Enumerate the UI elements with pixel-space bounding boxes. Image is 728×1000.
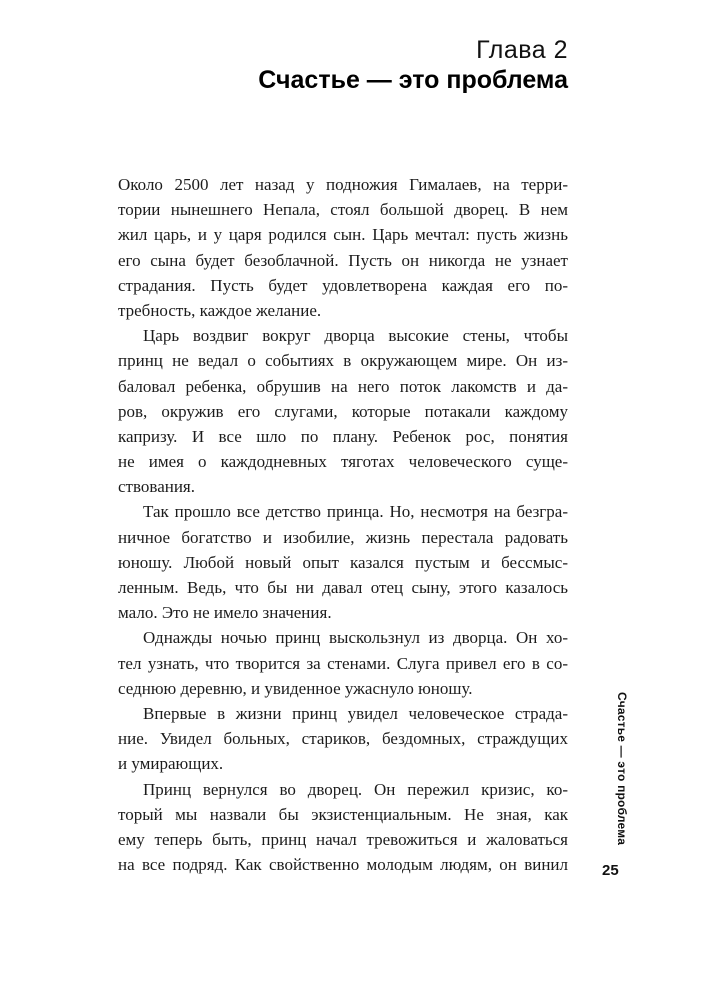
paragraph-3 — [118, 499, 568, 625]
page-number: 25 — [602, 862, 619, 879]
text-line: Около 2500 лет назад у подножия Гималаев, на терри- — [118, 175, 568, 194]
text-line: ему теперь быть, принц начал тревожиться и жаловаться — [118, 829, 568, 849]
text-line: его сына будет безоблачной. Пусть он никогда не узнает — [118, 250, 568, 270]
text-line: тел узнать, что творится за стенами. Слуга привел его в со- — [118, 653, 568, 673]
text-line: требность, каждое желание. — [118, 300, 322, 320]
chapter-label: Глава 2 — [476, 36, 568, 64]
text-line: на все подряд. Как свойственно молодым людям, он винил — [118, 855, 568, 875]
text-line: мало. Это не имело значения. — [118, 603, 332, 623]
text-line: Принц вернулся во дворец. Он пережил кризис, ко- — [143, 779, 568, 799]
paragraph-4 — [118, 625, 568, 701]
text-line: тории нынешнего Непала, стоял большой дворец. В нем — [118, 200, 568, 220]
text-line: торый мы назвали бы экзистенциальным. Не зная, как — [118, 804, 568, 824]
text-line: Впервые в жизни принц увидел человеческое страда- — [143, 703, 568, 723]
text-line: Царь воздвиг вокруг дворца высокие стены, чтобы — [143, 326, 568, 346]
text-line: и умирающих. — [118, 754, 224, 774]
text-line: ленным. Ведь, что бы ни давал отец сыну, этого казалось — [118, 578, 568, 597]
text-line: капризу. И все шло по плану. Ребенок рос, понятия — [118, 426, 568, 446]
paragraph-5 — [118, 701, 568, 777]
paragraph-2 — [118, 323, 568, 499]
text-line: Так прошло все детство принца. Но, несмотря на безгра- — [143, 502, 568, 522]
text-line: юношу. Любой новый опыт казался пустым и бессмыс- — [118, 552, 568, 572]
text-line: жил царь, и у царя родился сын. Царь мечтал: пусть жизнь — [118, 225, 568, 245]
text-line: баловал ребенка, обрушив на него поток лакомств и да- — [118, 376, 568, 396]
text-line: Однажды ночью принц выскользнул из дворца. Он хо- — [143, 628, 568, 648]
text-line: седнюю деревню, и увиденное ужаснуло юношу. — [118, 678, 473, 698]
chapter-title: Счастье — это проблема — [258, 66, 568, 94]
text-line: ничное богатство и изобилие, жизнь перестала радовать — [118, 527, 568, 547]
text-line: ствования. — [118, 477, 195, 497]
text-line: ние. Увидел больных, стариков, бездомных, страждущих — [118, 729, 568, 749]
paragraph-1 — [118, 172, 568, 323]
running-head: Счастье — это проблема — [615, 692, 629, 846]
text-line: страдания. Пусть будет удовлетворена каждая его по- — [118, 275, 568, 295]
text-line: не имея о каждодневных тяготах человеческого суще- — [118, 452, 568, 472]
text-line: ров, окружив его слугами, которые потакали каждому — [118, 401, 568, 421]
paragraph-6 — [118, 777, 568, 878]
body-text — [118, 172, 568, 877]
text-line: принц не ведал о событиях в окружающем мире. Он из- — [118, 351, 568, 371]
